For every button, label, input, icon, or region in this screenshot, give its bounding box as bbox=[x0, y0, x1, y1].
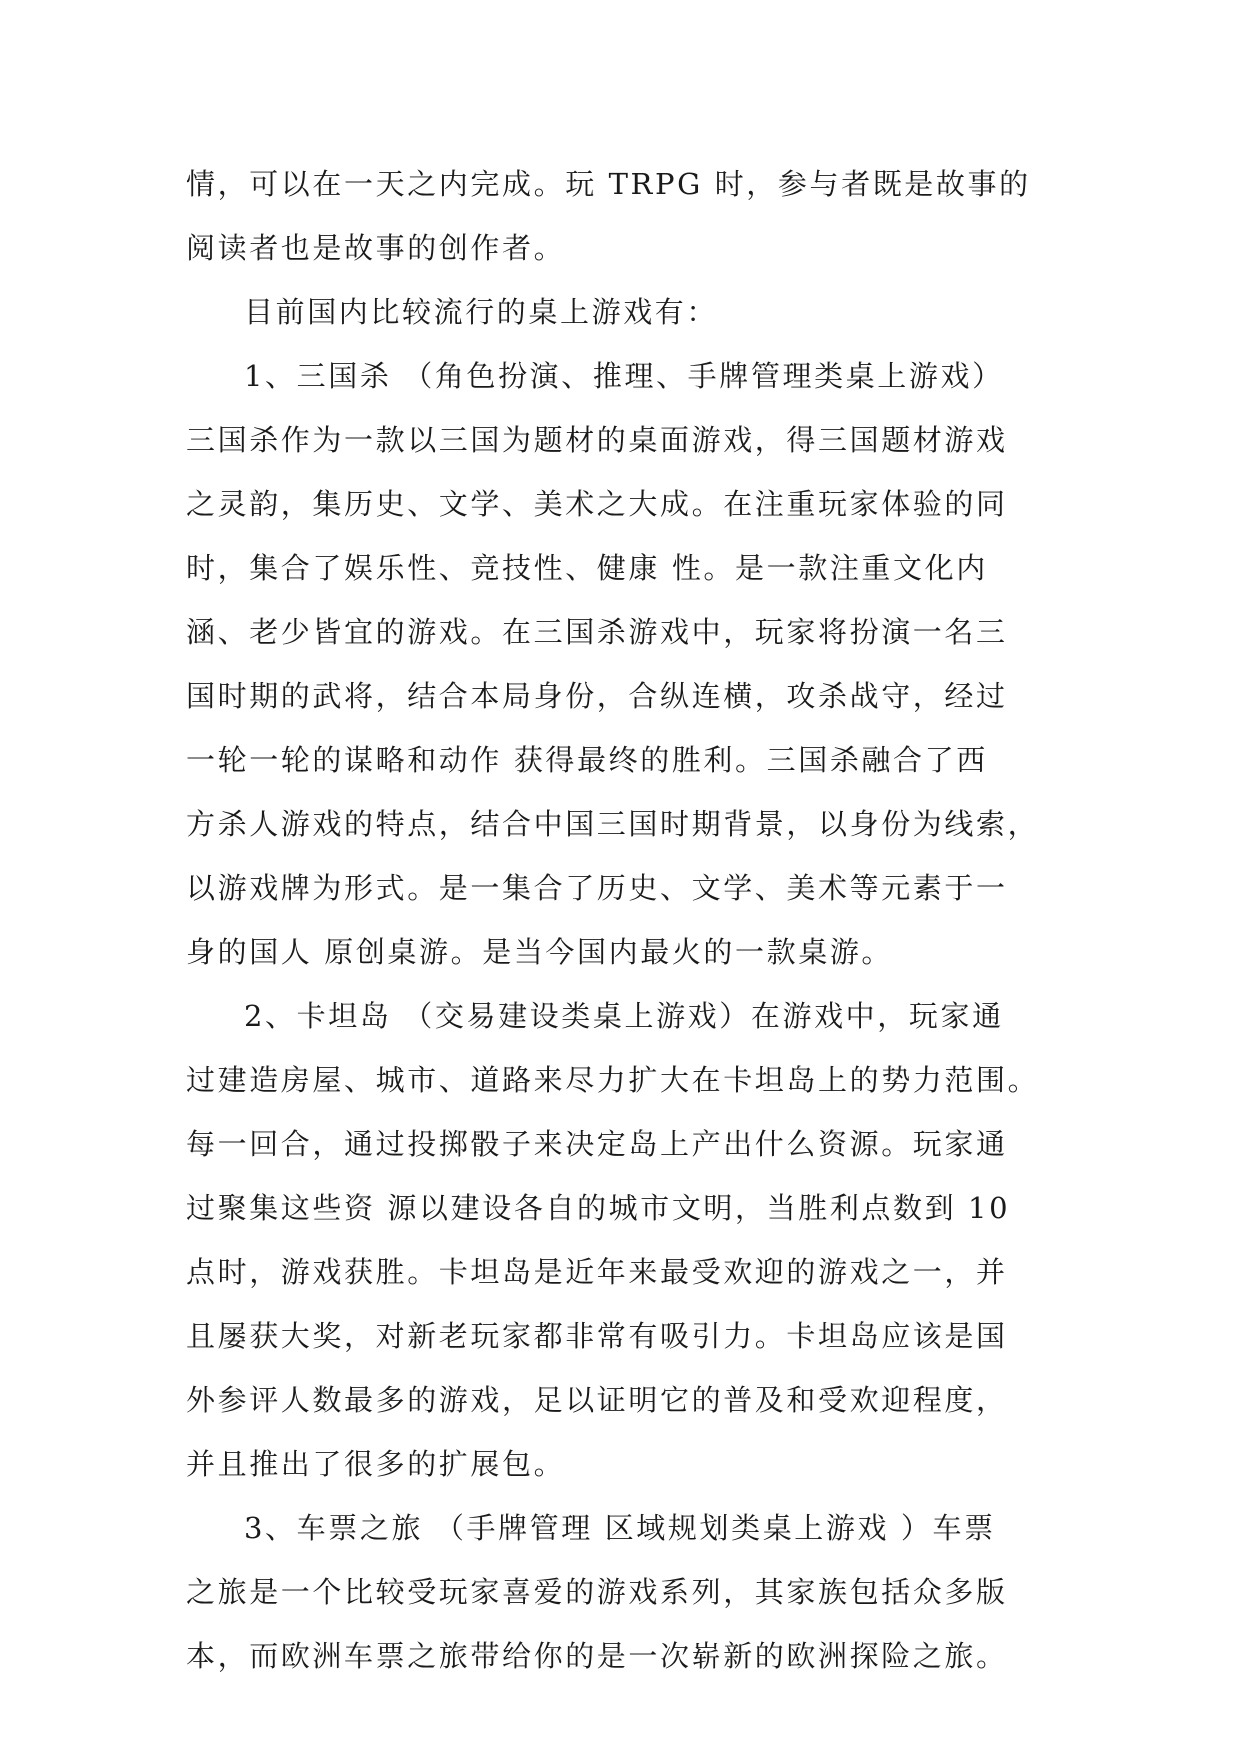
text-line: 以游戏牌为形式。是一集合了历史、文学、美术等元素于一 bbox=[186, 871, 1008, 905]
text-line: 并且推出了很多的扩展包。 bbox=[186, 1447, 566, 1481]
text-line: 一轮一轮的谋略和动作 获得最终的胜利。三国杀融合了西 bbox=[186, 743, 988, 777]
text-line: 三国杀作为一款以三国为题材的桌面游戏，得三国题材游戏 bbox=[186, 423, 1008, 457]
body-text bbox=[186, 152, 1056, 1688]
text-line: 国时期的武将，结合本局身份，合纵连横，攻杀战守，经过 bbox=[186, 679, 1008, 713]
text-line: 方杀人游戏的特点，结合中国三国时期背景，以身份为线索， bbox=[186, 807, 1040, 841]
paragraph-intro-line: 目前国内比较流行的桌上游戏有： bbox=[244, 295, 719, 329]
item-3-heading: 3、车票之旅 （手牌管理 区域规划类桌上游戏 ）车票 bbox=[244, 1511, 996, 1545]
text-line: 情，可以在一天之内完成。玩 TRPG 时，参与者既是故事的 bbox=[186, 167, 1031, 201]
text-line: 之旅是一个比较受玩家喜爱的游戏系列，其家族包括众多版 bbox=[186, 1575, 1008, 1609]
text-line: 每一回合，通过投掷骰子来决定岛上产出什么资源。玩家通 bbox=[186, 1127, 1008, 1161]
text-line: 过建造房屋、城市、道路来尽力扩大在卡坦岛上的势力范围。 bbox=[186, 1063, 1040, 1097]
item-2-heading: 2、卡坦岛 （交易建设类桌上游戏）在游戏中，玩家通 bbox=[244, 999, 1004, 1033]
text-line: 阅读者也是故事的创作者。 bbox=[186, 231, 566, 265]
text-line: 涵、老少皆宜的游戏。在三国杀游戏中，玩家将扮演一名三 bbox=[186, 615, 1008, 649]
text-line: 时，集合了娱乐性、竞技性、健康 性。是一款注重文化内 bbox=[186, 551, 988, 585]
text-line: 且屡获大奖，对新老玩家都非常有吸引力。卡坦岛应该是国 bbox=[186, 1319, 1008, 1353]
text-line: 之灵韵，集历史、文学、美术之大成。在注重玩家体验的同 bbox=[186, 487, 1008, 521]
text-line: 身的国人 原创桌游。是当今国内最火的一款桌游。 bbox=[186, 935, 894, 969]
item-1-heading: 1、三国杀 （角色扮演、推理、手牌管理类桌上游戏） bbox=[244, 359, 1004, 393]
text-line: 过聚集这些资 源以建设各自的城市文明，当胜利点数到 10 bbox=[186, 1191, 1011, 1225]
text-line: 点时，游戏获胜。卡坦岛是近年来最受欢迎的游戏之一，并 bbox=[186, 1255, 1008, 1289]
text-line: 外参评人数最多的游戏，足以证明它的普及和受欢迎程度， bbox=[186, 1383, 1008, 1417]
text-line: 本，而欧洲车票之旅带给你的是一次崭新的欧洲探险之旅。 bbox=[186, 1639, 1008, 1673]
